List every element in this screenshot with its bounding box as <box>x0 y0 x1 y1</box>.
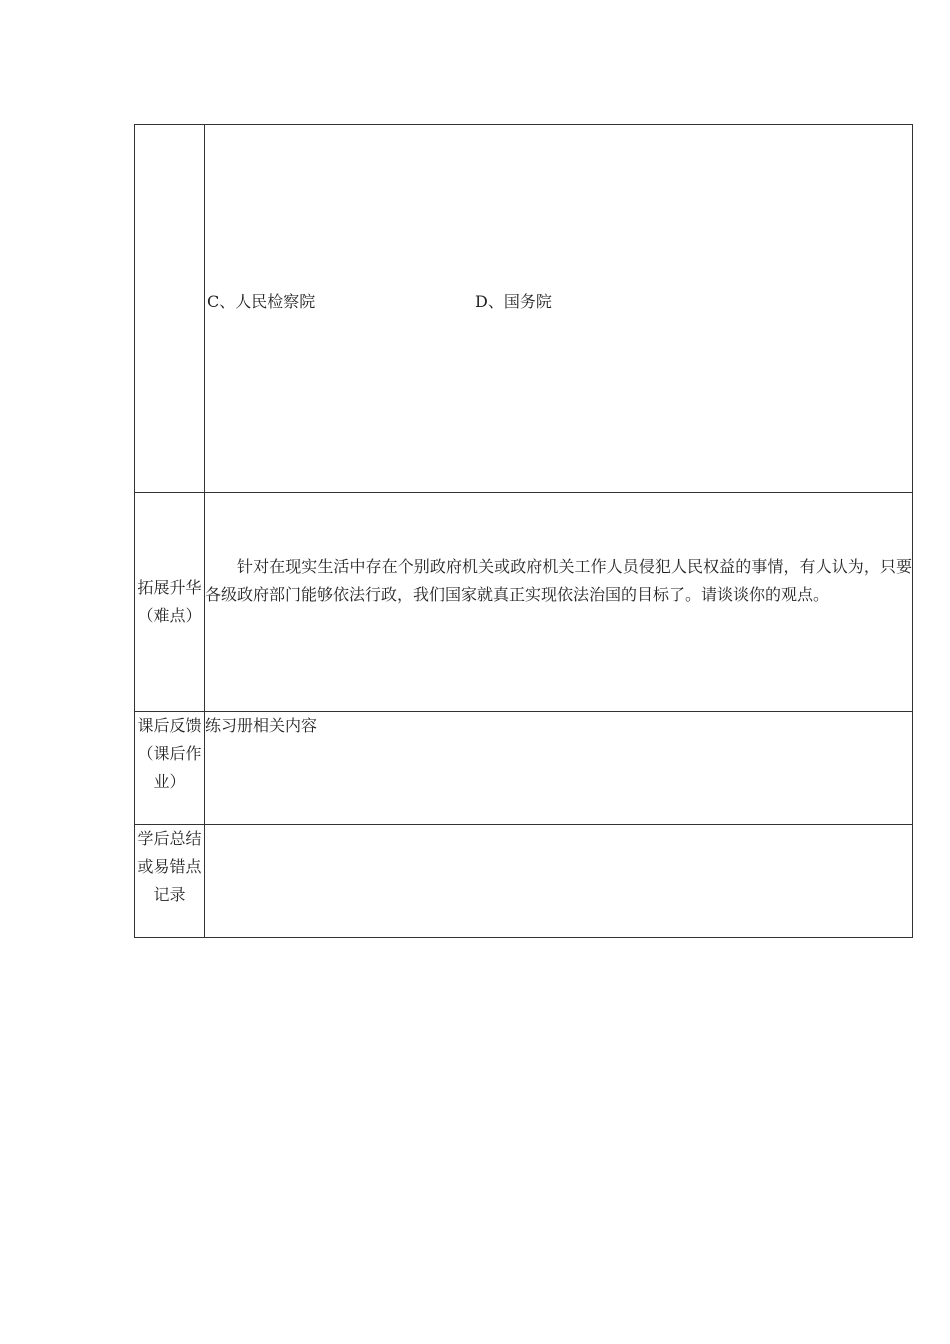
feedback-row <box>135 712 913 825</box>
feedback-row-content <box>205 712 913 825</box>
lesson-table <box>134 124 913 938</box>
option-d: D、国务院 <box>475 292 552 311</box>
summary-row <box>135 825 913 938</box>
choice-row-content <box>205 125 913 493</box>
option-c: C、人民检察院 <box>207 292 316 311</box>
extend-row-label: 拓展升华（难点） <box>137 578 202 625</box>
choice-row-label <box>135 125 205 493</box>
extend-row <box>135 493 913 712</box>
extend-question-text: 针对在现实生活中存在个别政府机关或政府机关工作人员侵犯人民权益的事情，有人认为，只要各级政府部门能够依法行政，我们国家就真正实现依法治国的目标了。请谈谈你的观点。 <box>205 557 912 604</box>
choice-options <box>205 288 912 316</box>
extend-row-label-cell <box>135 493 205 712</box>
summary-row-content <box>205 825 913 938</box>
feedback-row-label: 课后反馈（课后作业） <box>135 712 205 825</box>
extend-row-content <box>205 493 913 712</box>
feedback-text: 练习册相关内容 <box>205 716 318 735</box>
summary-row-label: 学后总结或易错点记录 <box>135 825 205 938</box>
choice-row <box>135 125 913 493</box>
